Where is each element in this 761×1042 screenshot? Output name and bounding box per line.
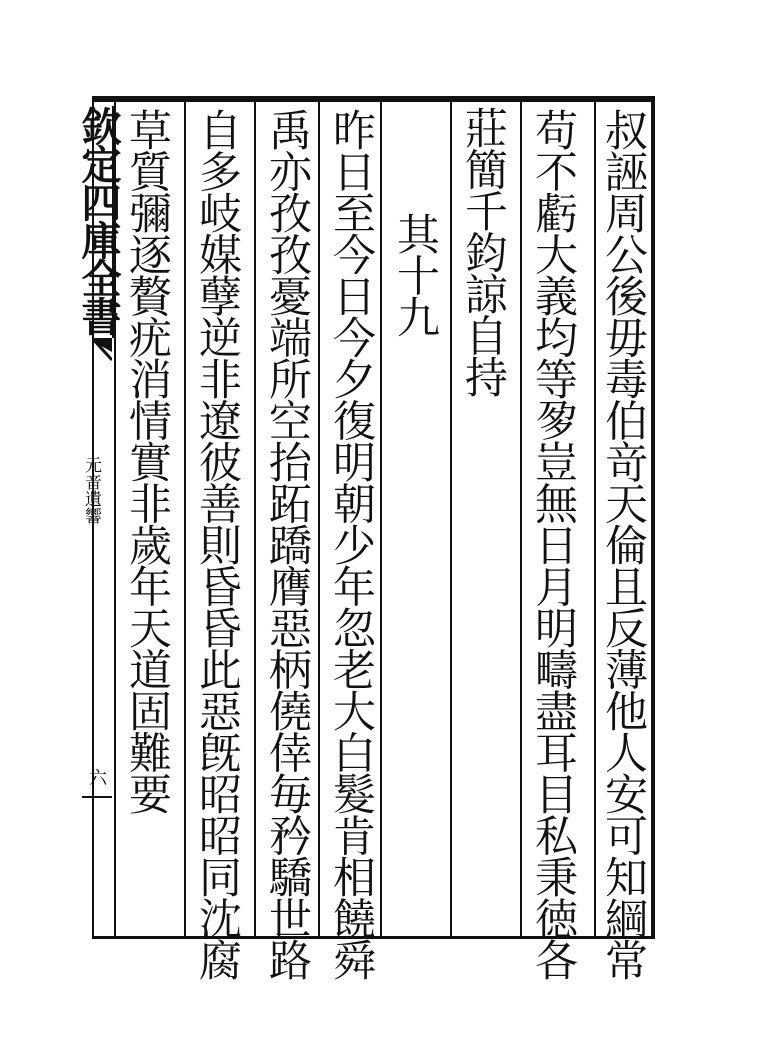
fish-tail-mark <box>92 338 112 378</box>
column-divider <box>450 102 452 936</box>
text-column-1: 叔誣周公後毋毒伯竒天倫且反薄他人安可知綱常 <box>598 108 648 980</box>
column-divider <box>254 102 256 936</box>
column-divider <box>380 102 382 936</box>
column-divider <box>520 102 522 936</box>
page-number-rule <box>82 796 112 798</box>
section-title: 元音遺響 <box>81 456 101 524</box>
right-border <box>651 96 655 939</box>
text-column-2: 苟不虧大義均等㚉豈無日月明疇盡耳目私秉徳各 <box>528 108 578 980</box>
poem-heading: 其十九 <box>390 212 440 337</box>
text-column-7: 自多岐媒孽逆非遼彼善則昏昏此惡旣昭昭同沈腐 <box>192 108 242 980</box>
page-number: 六 <box>86 768 107 786</box>
column-divider <box>184 102 186 936</box>
column-divider <box>594 102 596 936</box>
text-column-3: 莊簡千鈞諒自持 <box>458 106 508 397</box>
book-title: 欽定四庫全書 <box>75 106 122 334</box>
text-column-6: 禹亦孜孜憂端所空抬跖蹻膺惡柄僥倖毎矜驕世路 <box>262 108 312 980</box>
text-column-5: 昨日至今日今夕復明朝少年忽老大白髮肯相饒舜 <box>326 108 376 980</box>
top-border <box>92 96 654 102</box>
text-column-8: 草質彌逐贅疣消情實非歲年天道固難要 <box>122 108 172 814</box>
column-divider <box>318 102 320 936</box>
